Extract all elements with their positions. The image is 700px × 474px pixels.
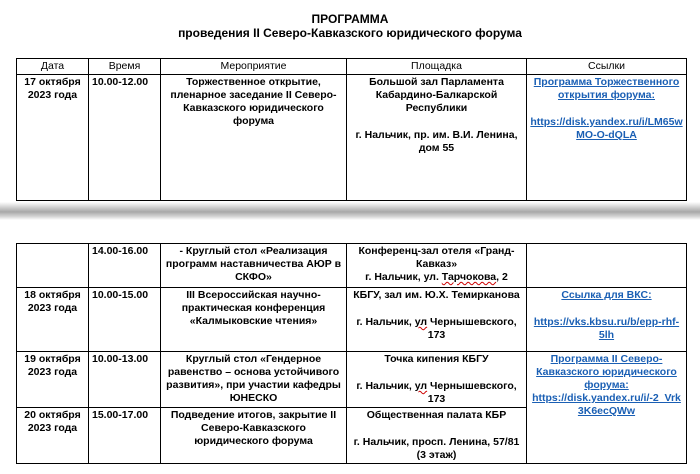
program-link-label[interactable]: Программа II Северо-Кавказского юридического форума: [536, 353, 677, 391]
page-break-divider [0, 202, 700, 220]
table-row [17, 288, 687, 352]
event-cell: III Всероссийская научно-практическая конференция «Калмыковские чтения» [161, 288, 347, 352]
venue-cell [347, 244, 527, 288]
vks-link-label[interactable]: Ссылка для ВКС: [561, 289, 652, 301]
venue-address: г. Нальчик, просп. Ленина, 57/81 (3 этаж) [353, 436, 520, 461]
table-header-row [17, 59, 687, 75]
links-cell [527, 288, 687, 352]
venue-address-prefix: г. Нальчик, [356, 380, 415, 392]
col-header-links: Ссылки [527, 59, 687, 75]
col-header-venue: Площадка [347, 59, 527, 75]
program-link-url[interactable]: https://disk.yandex.ru/i/-2_Vrk3K6ecQWw [532, 392, 681, 417]
links-cell [527, 75, 687, 201]
date-cell: 17 октября 2023 года [17, 75, 89, 201]
venue-name: Общественная палата КБР [366, 409, 507, 421]
links-cell [527, 244, 687, 288]
date-cell: 20 октября 2023 года [17, 408, 89, 464]
venue-address-street: Тарчокова [441, 271, 497, 283]
venue-address-suffix: Чернышевского, 173 [427, 316, 517, 341]
program-table-page2 [16, 243, 687, 464]
event-cell: Подведение итогов, закрытие II Северо-Кавказского юридического форума [161, 408, 347, 464]
vks-link-url[interactable]: https://vks.kbsu.ru/b/epp-rhf-5lh [533, 316, 680, 341]
time-cell: 10.00-12.00 [89, 75, 161, 201]
event-cell: Торжественное открытие, пленарное заседание II Северо-Кавказского юридического форума [161, 75, 347, 201]
event-cell: - Круглый стол «Реализация программ наставничества АЮР в СКФО» [161, 244, 347, 288]
venue-cell [347, 288, 527, 352]
venue-name: Точка кипения КБГУ [384, 353, 489, 365]
table-row [17, 352, 687, 408]
time-cell: 14.00-16.00 [89, 244, 161, 288]
time-cell: 10.00-13.00 [89, 352, 161, 408]
event-cell: Круглый стол «Гендерное равенство – основа устойчивого развития», при участии кафедры ЮНЕСКО [161, 352, 347, 408]
program-table-page1 [16, 58, 687, 201]
venue-address-street-abbr: ул [414, 380, 428, 392]
links-cell [527, 352, 687, 464]
col-header-event: Мероприятие [161, 59, 347, 75]
document-subtitle: проведения II Северо-Кавказского юридического форума [178, 26, 522, 40]
col-header-date: Дата [17, 59, 89, 75]
venue-cell [347, 352, 527, 408]
date-cell: 18 октября 2023 года [17, 288, 89, 352]
program-link-url[interactable]: https://disk.yandex.ru/i/LM65wMO-O-dQLA [530, 116, 683, 141]
table-row [17, 75, 687, 201]
date-cell [17, 244, 89, 288]
time-cell: 10.00-15.00 [89, 288, 161, 352]
venue-cell [347, 408, 527, 464]
venue-address-suffix: Чернышевского, 173 [427, 380, 517, 405]
venue-name: Большой зал Парламента Кабардино-Балкарской Республики [369, 76, 504, 114]
venue-address-suffix: , 2 [496, 271, 508, 283]
venue-address-prefix: г. Нальчик, ул. [365, 271, 442, 283]
venue-address-prefix: г. Нальчик, [356, 316, 415, 328]
document-title: ПРОГРАММА [311, 12, 389, 26]
time-cell: 15.00-17.00 [89, 408, 161, 464]
venue-address-street-abbr: ул [414, 316, 428, 328]
venue-address: г. Нальчик, пр. им. В.И. Ленина, дом 55 [355, 129, 518, 154]
venue-name: Конференц-зал отеля «Гранд-Кавказ» [358, 245, 515, 270]
venue-name: КБГУ, зал им. Ю.Х. Темирканова [353, 289, 520, 301]
program-link-label[interactable]: Программа Торжественного открытия форума: [533, 76, 680, 101]
col-header-time: Время [89, 59, 161, 75]
venue-cell [347, 75, 527, 201]
date-cell: 19 октября 2023 года [17, 352, 89, 408]
table-row [17, 244, 687, 288]
